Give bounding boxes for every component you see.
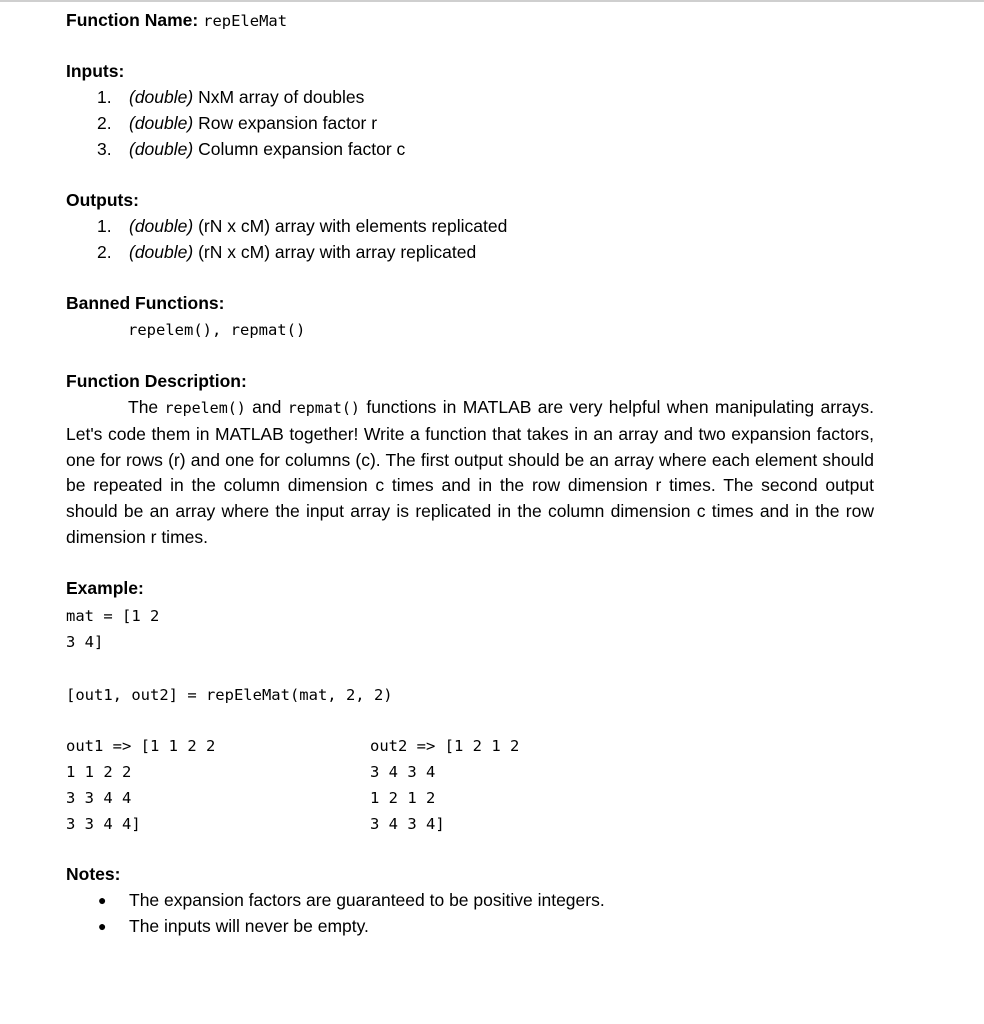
outputs-heading: Outputs: (66, 190, 139, 210)
output-item: 1. (double) (rN x cM) array with elements replicated (97, 216, 508, 236)
input-item: 2. (double) Row expansion factor r (97, 113, 378, 133)
description-heading: Function Description: (66, 371, 247, 391)
repmat-code: repmat() (287, 399, 360, 417)
inputs-heading: Inputs: (66, 61, 125, 81)
out2-row: out2 => [1 2 1 2 (370, 737, 520, 755)
description-paragraph: The repelem() and repmat() functions in MATLAB are very helpful when manipulating arrays. Let's code them in MATLAB together! Write a function that takes in an array and two expansion factors, one for rows (r) and one for columns (c). The first output should be an array where each element should be repeated in the column dimension c times and in the row dimension r times. The second output should be an array where the input array is replicated in the column dimension c times and in the row dimension r times. (66, 397, 874, 547)
function-name-label: Function Name: (66, 10, 199, 30)
notes-heading: Notes: (66, 864, 121, 884)
output-item: 2. (double) (rN x cM) array with array replicated (97, 242, 477, 262)
note-item: The expansion factors are guaranteed to be positive integers. (129, 890, 605, 910)
example-heading: Example: (66, 578, 144, 598)
out2-row: 3 4 3 4] (370, 815, 445, 833)
example-call: [out1, out2] = repEleMat(mat, 2, 2) (66, 686, 393, 704)
banned-heading: Banned Functions: (66, 293, 225, 313)
out2-row: 3 4 3 4 (370, 763, 436, 781)
repelem-code: repelem() (164, 399, 246, 417)
example-mat-line1: mat = [1 2 (66, 607, 160, 625)
out1-row: 1 1 2 2 (66, 763, 132, 781)
bullet-icon: ● (98, 918, 107, 934)
banned-functions: repelem(), repmat() (128, 321, 306, 339)
example-mat-line2: 3 4] (66, 633, 104, 651)
out2-row: 1 2 1 2 (370, 789, 436, 807)
function-name-value: repEleMat (203, 12, 288, 30)
page-top-border (0, 0, 984, 2)
out1-row: out1 => [1 1 2 2 (66, 737, 216, 755)
input-item: 3. (double) Column expansion factor c (97, 139, 406, 159)
out1-row: 3 3 4 4 (66, 789, 132, 807)
function-name-line (66, 10, 287, 31)
input-item: 1. (double) NxM array of doubles (97, 87, 365, 107)
note-item: The inputs will never be empty. (129, 916, 369, 936)
bullet-icon: ● (98, 892, 107, 908)
out1-row: 3 3 4 4] (66, 815, 141, 833)
